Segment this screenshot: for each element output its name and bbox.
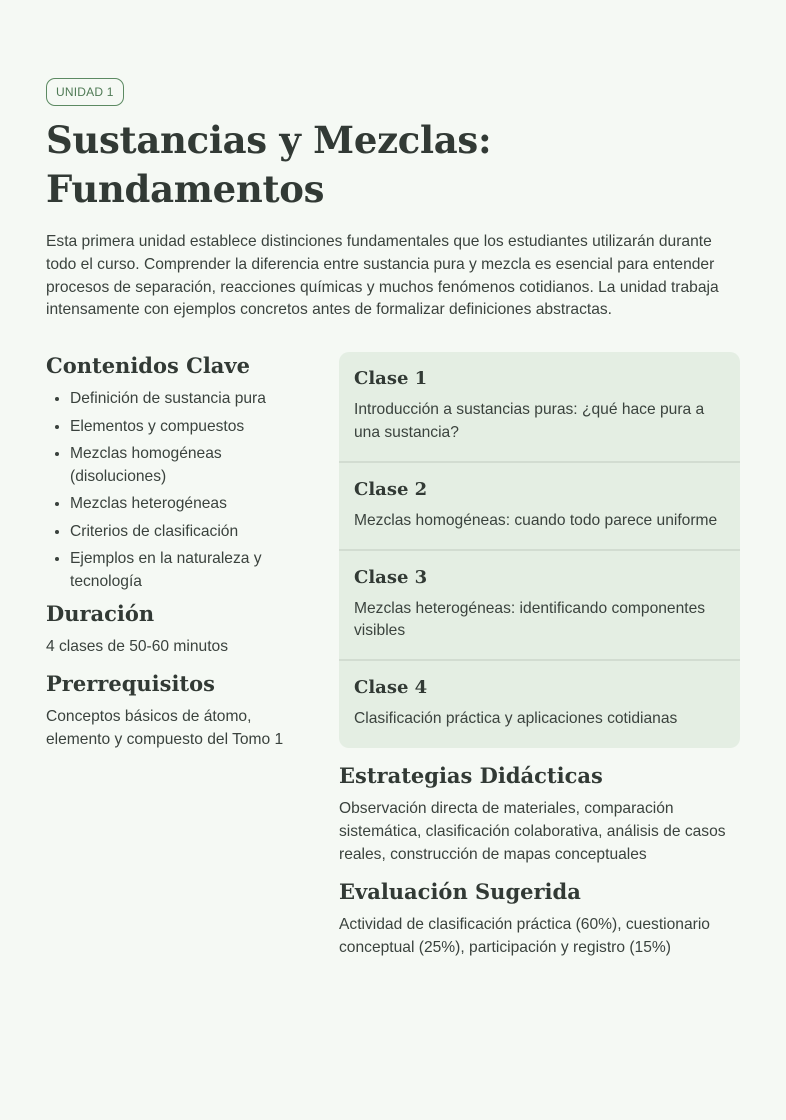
- contents-list: [46, 388, 316, 593]
- class-description: Clasificación práctica y aplicaciones cotidianas: [354, 710, 678, 728]
- strategies-text: Observación directa de materiales, comparación sistemática, clasificación colaborativa, análisis de casos reales, construcción de mapas conceptuales: [339, 799, 726, 863]
- class-description: Mezclas homogéneas: cuando todo parece uniforme: [354, 511, 718, 529]
- class-description: Introducción a sustancias puras: ¿qué hace pura a una sustancia?: [354, 401, 705, 441]
- evaluation-text: Actividad de clasificación práctica (60%), cuestionario conceptual (25%), participación y registro (15%): [339, 916, 710, 957]
- list-item: • Definición de sustancia pura: [70, 388, 316, 411]
- list-item: • Ejemplos en la naturaleza y tecnología: [70, 548, 316, 594]
- list-item: • Mezclas homogéneas (disoluciones): [70, 443, 316, 489]
- right-column: [339, 352, 740, 960]
- intro-paragraph: Esta primera unidad establece distinciones fundamentales que los estudiantes utilizarán durante todo el curso. Comprender la diferencia entre sustancia pura y mezcla es esencial para entender procesos de separación, reacciones químicas y muchos fenómenos cotidianos. La unidad trabaja intensamente con ejemplos concretos antes de formalizar definiciones abstractas.: [46, 233, 719, 319]
- page-title: [46, 116, 740, 214]
- class-item-3: [339, 549, 740, 660]
- evaluation-heading: Evaluación Sugerida: [339, 879, 581, 905]
- title-line-2: Fundamentos: [46, 167, 325, 211]
- duration-heading: Duración: [46, 601, 155, 627]
- duration-text: 4 clases de 50-60 minutos: [46, 638, 229, 656]
- class-title: Clase 1: [354, 368, 428, 390]
- class-item-2: [339, 461, 740, 549]
- unit-page: [46, 78, 740, 1032]
- class-title: Clase 4: [354, 677, 428, 699]
- class-item-1: [339, 352, 740, 461]
- class-item-4: [339, 659, 740, 748]
- list-item: • Criterios de clasificación: [70, 521, 316, 544]
- prereqs-heading: Prerrequisitos: [46, 670, 215, 696]
- list-item: • Mezclas heterogéneas: [70, 493, 316, 516]
- class-schedule-card: [339, 352, 740, 748]
- class-description: Mezclas heterogéneas: identificando componentes visibles: [354, 599, 706, 640]
- contents-heading: Contenidos Clave: [46, 353, 250, 379]
- class-title: Clase 3: [354, 566, 428, 588]
- class-title: Clase 2: [354, 478, 428, 500]
- prereqs-text: Conceptos básicos de átomo, elemento y compuesto del Tomo 1: [46, 707, 284, 748]
- left-column: [46, 352, 316, 751]
- unit-badge: UNIDAD 1: [46, 78, 124, 106]
- content-columns: [46, 352, 740, 1032]
- title-line-1: Sustancias y Mezclas:: [46, 118, 492, 162]
- strategies-heading: Estrategias Didácticas: [339, 762, 603, 788]
- list-item: • Elementos y compuestos: [70, 416, 316, 439]
